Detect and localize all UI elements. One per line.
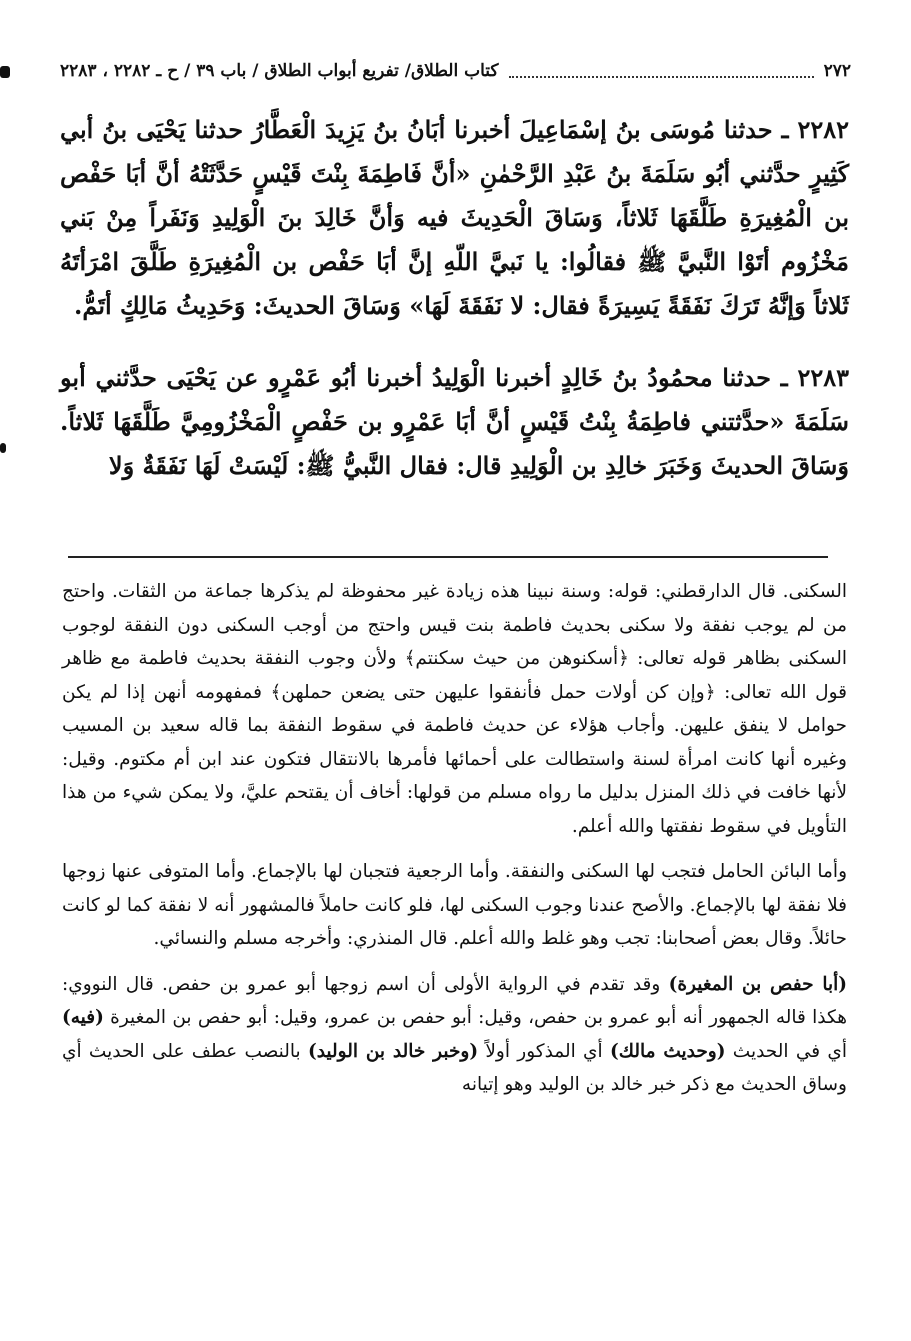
commentary-paragraph: السكنى. قال الدارقطني: قوله: وسنة نبينا هذه زيادة غير محفوظة لم يذكرها جماعة من الثقات. واحتج من لم يوجب نفقة ولا سكنى بحديث فاطمة بنت قيس واحتج من أوجب السكنى دون النفقة لوجوب السكنى بظاهر قوله تعالى: ﴿أسكنوهن من حيث سكنتم﴾ ولأن وجوب النفقة بحديث فاطمة مع ظاهر قول الله تعالى: ﴿وإن كن أولات حمل فأنفقوا عليهن حتى يضعن حملهن﴾ فمفهومه أنهن إذا لم يكن حوامل لا ينفق عليهن. وأجاب هؤلاء عن حديث فاطمة في سقوط النفقة بما قاله سعيد بن المسيب وغيره أنها كانت امرأة لسنة واستطالت على أحمائها فأمرها بالانتقال فتكون عند ابن أم مكتوم. وقيل: لأنها خافت في ذلك المنزل بدليل ما رواه مسلم من قولها: أخاف أن يقتحم عليَّ، ولا يمكن شيء من هذا التأويل في سقوط نفقتها والله أعلم. [62,581,847,837]
quoted-term: (أبا حفص بن المغيرة) [668,973,847,995]
page-number: ٢٧٢ [823,61,851,81]
commentary-text: بالنصب عطف على الحديث أي وساق الحديث مع ذكر خبر خالد بن الوليد وهو إتيانه [62,1040,847,1095]
margin-mark [0,66,10,78]
commentary-text: أي في الحديث [725,1040,847,1062]
quoted-term: (وحديث مالك) [609,1040,726,1062]
commentary-paragraph: وأما البائن الحامل فتجب لها السكنى والنفقة. وأما الرجعية فتجبان لها بالإجماع. وأما المتوفى عنها زوجها فلا نفقة لها بالإجماع. والأصح عندنا وجوب السكنى لها، فلو كانت حاملاً فالمشهور أنه لا نفقة كما لو كانت حائلاً. وقال بعض أصحابنا: تجب وهو غلط والله أعلم. قال المنذري: وأخرجه مسلم والنسائي. [62,861,847,949]
hadith-body: ـ حدثنا محمُودُ بنُ خَالِدٍ أخبرنا الْوَلِيدُ أخبرنا أبُو عَمْرٍو عن يَحْيَى حدَّثني أبو سَلَمَةَ «حدَّثتني فاطِمَةُ بِنْتُ قَيْسٍ أنَّ أبَا عَمْرٍو بن حَفْصٍ الْمَخْزُومِيَّ طَلَّقَهَا ثَلاثاً. وَسَاقَ الحديثَ وَخَبَرَ خالِدِ بن الْوَلِيدِ قال: فقال النَّبيُّ ﷺ: لَيْسَتْ لَهَا نَفَقَةٌ وَلا [60,363,849,480]
commentary-text: وقد تقدم في الرواية الأولى أن اسم زوجها أبو عمرو بن حفص. قال النووي: هكذا قاله الجمهور أنه أبو عمرو بن حفص، وقيل: أبو حفص بن عمرو، وقيل: أبو حفص بن المغيرة [62,973,847,1028]
commentary-paragraph [62,968,847,1102]
commentary-text: أي المذكور أولاً [478,1040,610,1062]
quoted-term: (وخبر خالد بن الوليد) [307,1040,479,1062]
hadith-2282 [60,108,849,328]
hadith-2283 [60,356,849,488]
hadith-number: ٢٢٨٣ [797,363,849,392]
footnote-separator [68,556,828,558]
hadith-body: ـ حدثنا مُوسَى بنُ إسْمَاعِيلَ أخبرنا أبَانُ بنُ يَزِيدَ الْعَطَّارُ حدثنا يَحْيَى بنُ أبي كَثِيرٍ حدَّثني أبُو سَلَمَةَ بنُ عَبْدِ الرَّحْمٰنِ «أنَّ فَاطِمَةَ بِنْتَ قَيْسٍ حَدَّثَتْهُ أنَّ أبَا حَفْص بن الْمُغِيرَةِ طَلَّقَهَا ثَلاثاً، وَسَاقَ الْحَدِيثَ فيه وَأنَّ خَالِدَ بنَ الْوَلِيدِ وَنَفَراً مِنْ بَني مَخْزُوم أتَوْا النَّبيَّ ﷺ فقالُوا: يا نَبيَّ اللّهِ إنَّ أبَا حَفْص بن الْمُغِيرَةِ طَلَّقَ امْرَأتَهُ ثَلاثاً وَإنَّهُ تَرَكَ نَفَقَةً يَسِيرَةً فقال: لا نَفَقَةَ لَهَا» وَسَاقَ الحديثَ: وَحَدِيثُ مَالِكٍ أتَمُّ. [60,115,850,320]
running-header [60,56,851,86]
commentary-notes [62,575,847,1102]
hadith-number: ٢٢٨٢ [797,115,849,144]
hadith-text [60,108,849,488]
header-dot-leader [509,64,814,78]
running-title: كتاب الطلاق/ تفريع أبواب الطلاق / باب ٣٩ / ح ـ ٢٢٨٢ ، ٢٢٨٣ [60,61,499,81]
quoted-term: (فيه) [62,1007,104,1028]
margin-mark [0,443,6,453]
